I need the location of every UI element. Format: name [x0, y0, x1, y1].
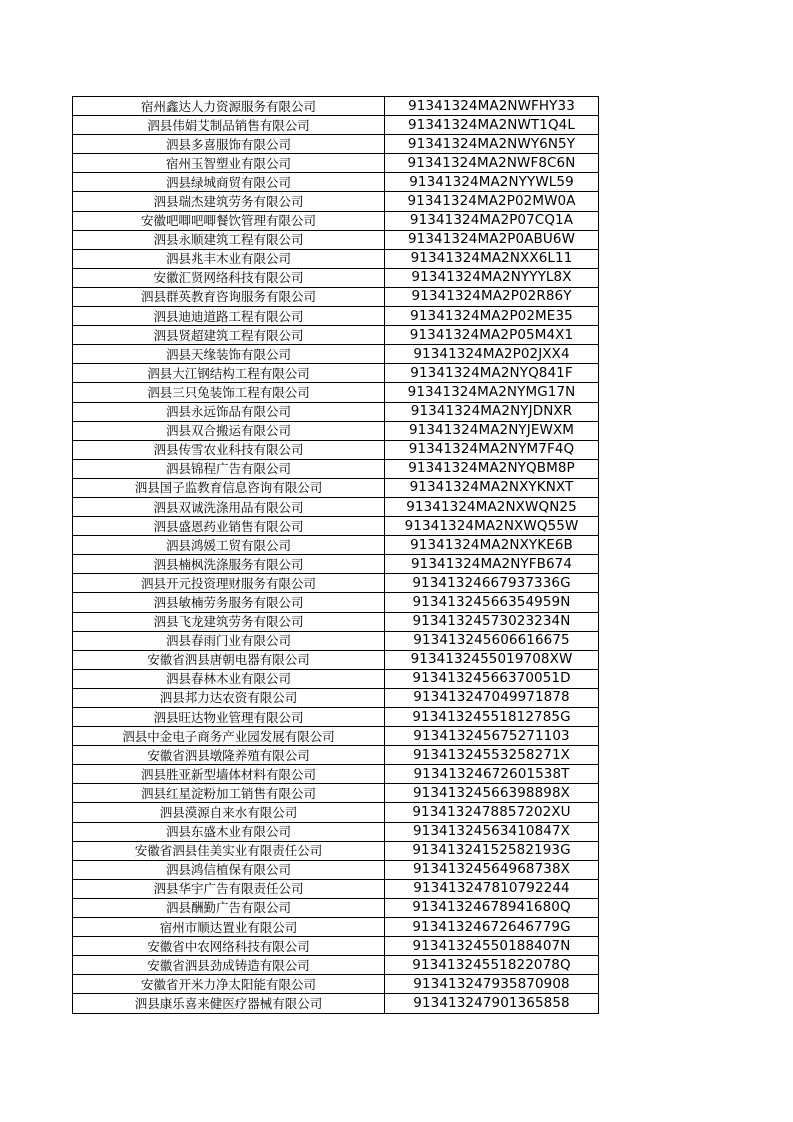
table-row	[73, 688, 599, 707]
credit-code-cell: 913413247901365858	[385, 994, 599, 1013]
table-row	[73, 765, 599, 784]
table-row	[73, 230, 599, 249]
credit-code-cell: 91341324564968738X	[385, 860, 599, 879]
company-name-cell: 泗县飞龙建筑劳务有限公司	[73, 612, 385, 631]
company-name-cell: 泗县群英教育咨询服务有限公司	[73, 287, 385, 306]
table-row	[73, 192, 599, 211]
table-body	[73, 97, 599, 1014]
company-name-cell: 泗县开元投资理财服务有限公司	[73, 574, 385, 593]
company-name-cell: 泗县东盛木业有限公司	[73, 822, 385, 841]
table-row	[73, 956, 599, 975]
credit-code-cell: 91341324678941680Q	[385, 898, 599, 917]
credit-code-cell: 913413247049971878	[385, 688, 599, 707]
company-name-cell: 泗县邦力达农资有限公司	[73, 688, 385, 707]
company-name-cell: 泗县大江钢结构工程有限公司	[73, 364, 385, 383]
table-row	[73, 650, 599, 669]
company-name-cell: 宿州市顺达置业有限公司	[73, 918, 385, 937]
company-table-container	[72, 96, 599, 1014]
credit-code-cell: 913413247935870908	[385, 975, 599, 994]
table-row	[73, 937, 599, 956]
credit-code-cell: 91341324MA2P0ABU6W	[385, 230, 599, 249]
company-name-cell: 安徽省泗县墩隆养殖有限公司	[73, 746, 385, 765]
table-row	[73, 784, 599, 803]
company-name-cell: 安徽吧唧吧唧餐饮管理有限公司	[73, 211, 385, 230]
company-name-cell: 泗县盛恩药业销售有限公司	[73, 517, 385, 536]
credit-code-cell: 913413247810792244	[385, 879, 599, 898]
company-name-cell: 泗县康乐喜来健医疗器械有限公司	[73, 994, 385, 1013]
table-row	[73, 326, 599, 345]
credit-code-cell: 91341324MA2NWY6N5Y	[385, 135, 599, 154]
company-name-cell: 泗县永远饰品有限公司	[73, 402, 385, 421]
company-name-cell: 泗县国子监教育信息咨询有限公司	[73, 478, 385, 497]
table-row	[73, 478, 599, 497]
table-row	[73, 727, 599, 746]
credit-code-cell: 91341324551812785G	[385, 708, 599, 727]
table-row	[73, 345, 599, 364]
company-name-cell: 泗县漠源自来水有限公司	[73, 803, 385, 822]
company-name-cell: 泗县天缘装饰有限公司	[73, 345, 385, 364]
table-row	[73, 746, 599, 765]
credit-code-cell: 91341324MA2NYYWL59	[385, 173, 599, 192]
company-name-cell: 宿州鑫达人力资源服务有限公司	[73, 97, 385, 116]
table-row	[73, 612, 599, 631]
company-name-cell: 泗县永顺建筑工程有限公司	[73, 230, 385, 249]
company-name-cell: 安徽汇贤网络科技有限公司	[73, 268, 385, 287]
table-row	[73, 631, 599, 650]
credit-code-cell: 91341324MA2P05M4X1	[385, 326, 599, 345]
table-row	[73, 249, 599, 268]
table-row	[73, 97, 599, 116]
company-name-cell: 泗县楠枫洗涤服务有限公司	[73, 555, 385, 574]
company-name-cell: 泗县兆丰木业有限公司	[73, 249, 385, 268]
credit-code-cell: 91341324551822078Q	[385, 956, 599, 975]
credit-code-cell: 91341324MA2NYJDNXR	[385, 402, 599, 421]
table-row	[73, 497, 599, 516]
table-row	[73, 307, 599, 326]
credit-code-cell: 91341324MA2NYJEWXM	[385, 421, 599, 440]
credit-code-cell: 91341324672646779G	[385, 918, 599, 937]
table-row	[73, 860, 599, 879]
table-row	[73, 574, 599, 593]
table-row	[73, 459, 599, 478]
company-name-cell: 泗县迪迪道路工程有限公司	[73, 307, 385, 326]
credit-code-cell: 91341324MA2NXWQ55W	[385, 517, 599, 536]
company-table	[72, 96, 599, 1014]
company-name-cell: 安徽省开米力净太阳能有限公司	[73, 975, 385, 994]
company-name-cell: 安徽省泗县佳美实业有限责任公司	[73, 841, 385, 860]
company-name-cell: 泗县中金电子商务产业园发展有限公司	[73, 727, 385, 746]
company-name-cell: 泗县贤超建筑工程有限公司	[73, 326, 385, 345]
credit-code-cell: 91341324152582193G	[385, 841, 599, 860]
credit-code-cell: 91341324MA2P07CQ1A	[385, 211, 599, 230]
credit-code-cell: 91341324MA2P02R86Y	[385, 287, 599, 306]
table-row	[73, 918, 599, 937]
credit-code-cell: 9134132455019708XW	[385, 650, 599, 669]
credit-code-cell: 91341324563410847X	[385, 822, 599, 841]
company-name-cell: 泗县酬勤广告有限公司	[73, 898, 385, 917]
table-row	[73, 555, 599, 574]
credit-code-cell: 9134132478857202XU	[385, 803, 599, 822]
table-row	[73, 421, 599, 440]
table-row	[73, 402, 599, 421]
credit-code-cell: 91341324550188407N	[385, 937, 599, 956]
company-name-cell: 泗县鸿信植保有限公司	[73, 860, 385, 879]
company-name-cell: 安徽省泗县劲成铸造有限公司	[73, 956, 385, 975]
table-row	[73, 994, 599, 1013]
table-row	[73, 708, 599, 727]
table-row	[73, 211, 599, 230]
credit-code-cell: 91341324MA2NWF8C6N	[385, 154, 599, 173]
table-row	[73, 841, 599, 860]
company-name-cell: 泗县春雨门业有限公司	[73, 631, 385, 650]
company-name-cell: 安徽省泗县唐朝电器有限公司	[73, 650, 385, 669]
table-row	[73, 135, 599, 154]
table-row	[73, 975, 599, 994]
credit-code-cell: 91341324566354959N	[385, 593, 599, 612]
credit-code-cell: 91341324MA2NXX6L11	[385, 249, 599, 268]
company-name-cell: 泗县红星淀粉加工销售有限公司	[73, 784, 385, 803]
company-name-cell: 泗县锦程广告有限公司	[73, 459, 385, 478]
credit-code-cell: 91341324MA2NYFB674	[385, 555, 599, 574]
table-row	[73, 116, 599, 135]
table-row	[73, 173, 599, 192]
company-name-cell: 泗县华宇广告有限责任公司	[73, 879, 385, 898]
table-row	[73, 803, 599, 822]
table-row	[73, 517, 599, 536]
credit-code-cell: 91341324566370051D	[385, 669, 599, 688]
company-name-cell: 泗县胜亚新型墙体材料有限公司	[73, 765, 385, 784]
table-row	[73, 287, 599, 306]
company-name-cell: 泗县春林木业有限公司	[73, 669, 385, 688]
credit-code-cell: 91341324MA2NYQ841F	[385, 364, 599, 383]
company-name-cell: 安徽省中农网络科技有限公司	[73, 937, 385, 956]
company-name-cell: 泗县旺达物业管理有限公司	[73, 708, 385, 727]
credit-code-cell: 91341324MA2NXWQN25	[385, 497, 599, 516]
table-row	[73, 383, 599, 402]
company-name-cell: 泗县鸿媛工贸有限公司	[73, 536, 385, 555]
table-row	[73, 154, 599, 173]
credit-code-cell: 91341324MA2NXYKE6B	[385, 536, 599, 555]
credit-code-cell: 913413245675271103	[385, 727, 599, 746]
company-name-cell: 泗县多喜服饰有限公司	[73, 135, 385, 154]
credit-code-cell: 913413245606616675	[385, 631, 599, 650]
credit-code-cell: 91341324MA2NWFHY33	[385, 97, 599, 116]
table-row	[73, 536, 599, 555]
table-row	[73, 268, 599, 287]
company-name-cell: 泗县三只兔装饰工程有限公司	[73, 383, 385, 402]
credit-code-cell: 91341324553258271X	[385, 746, 599, 765]
credit-code-cell: 91341324MA2NWT1Q4L	[385, 116, 599, 135]
company-name-cell: 泗县双合搬运有限公司	[73, 421, 385, 440]
table-row	[73, 669, 599, 688]
credit-code-cell: 91341324MA2P02JXX4	[385, 345, 599, 364]
credit-code-cell: 91341324566398898X	[385, 784, 599, 803]
credit-code-cell: 91341324573023234N	[385, 612, 599, 631]
table-row	[73, 364, 599, 383]
table-row	[73, 898, 599, 917]
credit-code-cell: 91341324MA2P02ME35	[385, 307, 599, 326]
company-name-cell: 泗县伟娟艾制品销售有限公司	[73, 116, 385, 135]
company-name-cell: 泗县瑞杰建筑劳务有限公司	[73, 192, 385, 211]
table-row	[73, 440, 599, 459]
company-name-cell: 宿州玉智塑业有限公司	[73, 154, 385, 173]
credit-code-cell: 91341324672601538T	[385, 765, 599, 784]
company-name-cell: 泗县敏楠劳务服务有限公司	[73, 593, 385, 612]
credit-code-cell: 91341324MA2NYM7F4Q	[385, 440, 599, 459]
credit-code-cell: 91341324667937336G	[385, 574, 599, 593]
credit-code-cell: 91341324MA2P02MW0A	[385, 192, 599, 211]
table-row	[73, 593, 599, 612]
credit-code-cell: 91341324MA2NYMG17N	[385, 383, 599, 402]
company-name-cell: 泗县绿城商贸有限公司	[73, 173, 385, 192]
company-name-cell: 泗县传雪农业科技有限公司	[73, 440, 385, 459]
credit-code-cell: 91341324MA2NYYYL8X	[385, 268, 599, 287]
company-name-cell: 泗县双诚洗涤用品有限公司	[73, 497, 385, 516]
credit-code-cell: 91341324MA2NYQBM8P	[385, 459, 599, 478]
table-row	[73, 879, 599, 898]
credit-code-cell: 91341324MA2NXYKNXT	[385, 478, 599, 497]
table-row	[73, 822, 599, 841]
